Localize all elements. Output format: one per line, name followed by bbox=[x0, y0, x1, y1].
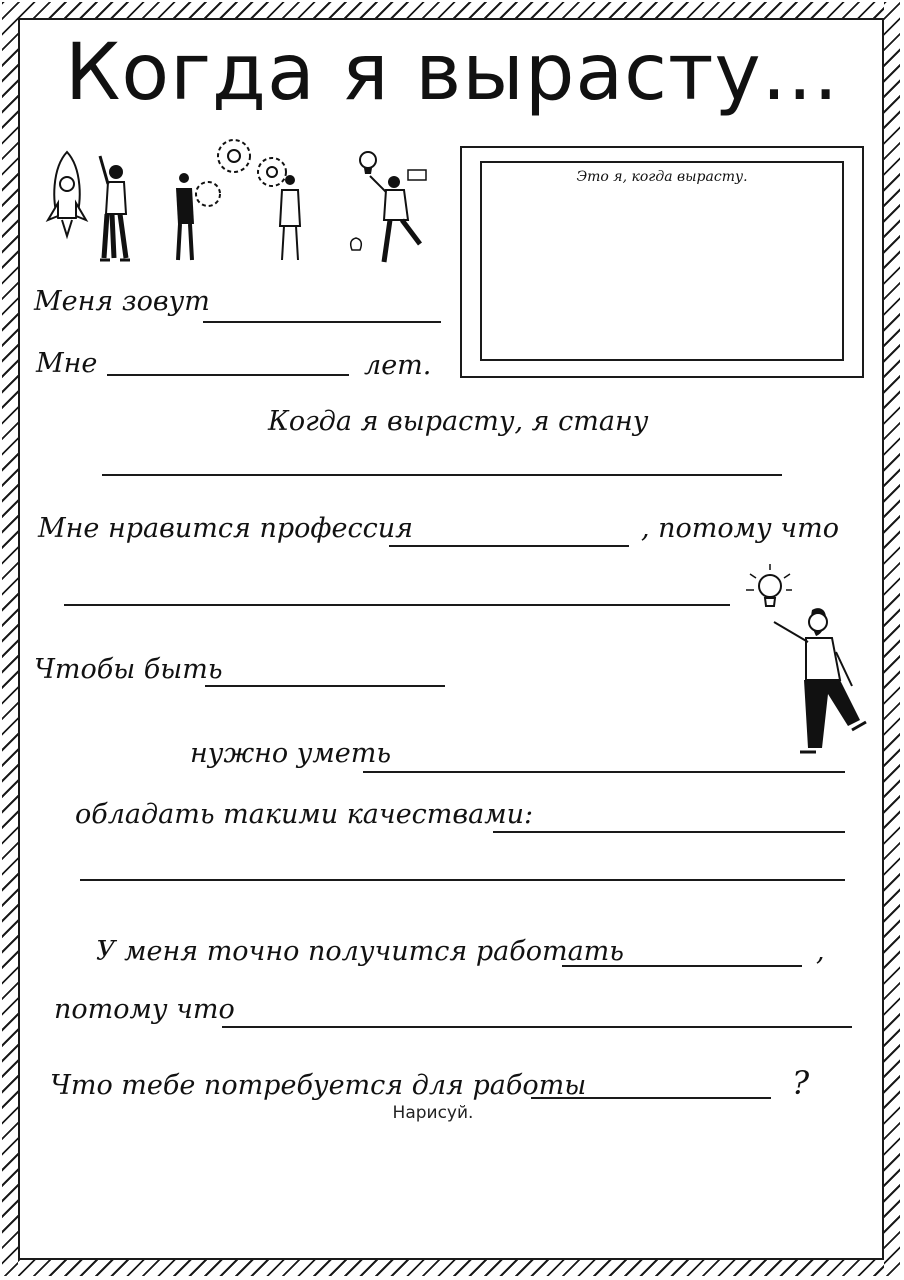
person-with-lightbulb-icon bbox=[740, 562, 870, 762]
age-suffix: лет. bbox=[364, 350, 432, 381]
qualities-line-2[interactable] bbox=[80, 879, 845, 881]
because-label: потому что bbox=[54, 994, 235, 1025]
age-prefix: Мне bbox=[36, 348, 98, 379]
because-line-2[interactable] bbox=[222, 1026, 852, 1028]
border-hatch-bottom bbox=[2, 1260, 900, 1276]
qualities-label: обладать такими качествами: bbox=[75, 799, 534, 830]
photo-caption: Это я, когда вырасту. bbox=[576, 169, 748, 185]
lightbulb-icon bbox=[344, 144, 434, 266]
qualities-line[interactable] bbox=[493, 831, 845, 833]
name-line[interactable] bbox=[203, 321, 441, 323]
rocket-icon bbox=[42, 148, 92, 248]
border-hatch-left bbox=[2, 2, 18, 1276]
surely-work-label: У меня точно получится работать bbox=[96, 936, 624, 967]
skill-line[interactable] bbox=[363, 771, 845, 773]
to-be-line[interactable] bbox=[205, 685, 445, 687]
because-comma-label: , потому что bbox=[641, 513, 839, 544]
become-line[interactable] bbox=[102, 474, 782, 476]
what-need-line[interactable] bbox=[531, 1097, 771, 1099]
work-line[interactable] bbox=[562, 965, 802, 967]
because-line[interactable] bbox=[64, 604, 730, 606]
page-title: Когда я вырасту... bbox=[64, 28, 840, 118]
question-mark: ? bbox=[792, 1064, 810, 1102]
man-celebrating-icon bbox=[92, 152, 138, 264]
border-hatch-right bbox=[884, 2, 900, 1276]
name-label: Меня зовут bbox=[34, 286, 210, 317]
border-hatch-top bbox=[2, 2, 900, 18]
trailing-comma: , bbox=[816, 936, 825, 967]
profession-line[interactable] bbox=[389, 545, 629, 547]
like-profession-label: Мне нравится профессия bbox=[38, 513, 413, 544]
need-skill-label: нужно уметь bbox=[190, 738, 392, 769]
drawing-area[interactable] bbox=[480, 161, 844, 361]
what-need-label: Что тебе потребуется для работы bbox=[50, 1070, 587, 1101]
age-line[interactable] bbox=[107, 374, 349, 376]
draw-note: Нарисуй. bbox=[392, 1103, 474, 1123]
gears-icon bbox=[172, 134, 322, 264]
become-label: Когда я вырасту, я стану bbox=[268, 406, 649, 437]
to-be-label: Чтобы быть bbox=[34, 654, 223, 685]
